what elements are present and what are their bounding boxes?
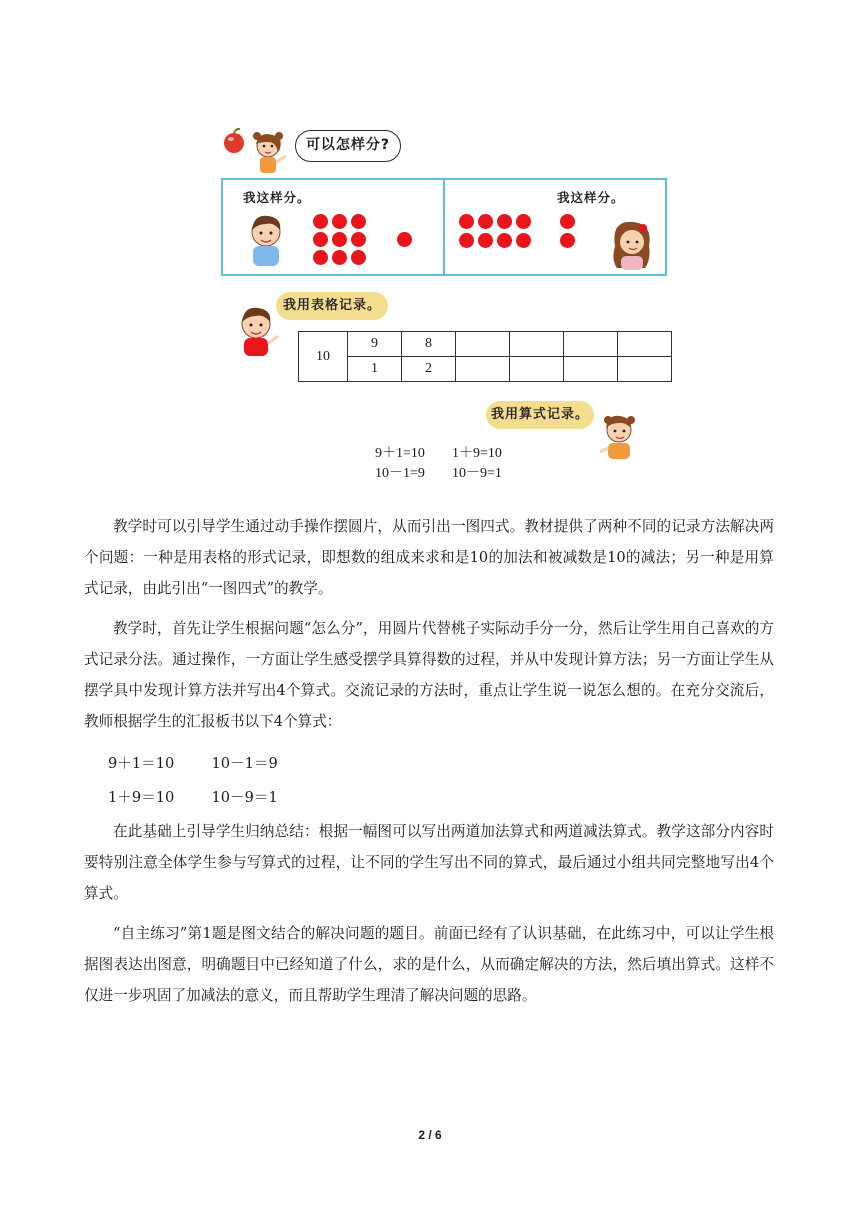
equation: 10－9=1 xyxy=(452,466,502,481)
table-bubble: 我用表格记录。 xyxy=(276,292,388,320)
dot xyxy=(313,232,328,247)
equation-line-1: 9＋1＝10 10－1＝9 xyxy=(108,755,278,772)
boy-pointing-illustration xyxy=(236,304,280,356)
equation-line-2: 1＋9＝10 10－9＝1 xyxy=(108,789,278,806)
table-cell: 2 xyxy=(402,357,456,382)
table-cell xyxy=(510,357,564,382)
equation: 1＋9=10 xyxy=(452,446,502,461)
girl-equation-illustration xyxy=(596,410,642,462)
dot xyxy=(560,214,575,229)
table-cell: 8 xyxy=(402,332,456,357)
question-bubble: 可以怎样分? xyxy=(295,130,401,162)
table-cell: 1 xyxy=(348,357,402,382)
table-cell: 9 xyxy=(348,332,402,357)
dot xyxy=(351,250,366,265)
dot xyxy=(351,232,366,247)
table-cell xyxy=(618,357,672,382)
table-cell xyxy=(456,357,510,382)
dot xyxy=(332,232,347,247)
dot xyxy=(497,214,512,229)
dot xyxy=(560,233,575,248)
panel-right-label: 我这样分。 xyxy=(557,190,625,205)
table-cell xyxy=(456,332,510,357)
dot xyxy=(313,250,328,265)
dot xyxy=(459,214,474,229)
dot xyxy=(478,214,493,229)
table-cell xyxy=(510,332,564,357)
dot xyxy=(497,233,512,248)
equation: 9＋1=10 xyxy=(375,446,425,461)
table-cell xyxy=(618,332,672,357)
paragraph-4: “自主练习”第1题是图文结合的解决问题的题目。前面已经有了认识基础，在此练习中，可以让学生根据图表达出图意，明确题目中已经知道了什么，求的是什么，从而确定解决的方法，然后填出算式。这样不仅进一步巩固了加减法的意义，而且帮助学生理清了解决问题的思路。 xyxy=(84,925,774,1004)
table-cell xyxy=(564,332,618,357)
paragraph-1: 教学时可以引导学生通过动手操作摆圆片，从而引出一图四式。教材提供了两种不同的记录方法解决两个问题：一种是用表格的形式记录，即想数的组成来求和是10的加法和被减数是10的减法；另一种是用算式记录，由此引出“一图四式”的教学。 xyxy=(84,518,774,597)
equation: 10－1=9 xyxy=(375,466,425,481)
panel-left-label: 我这样分。 xyxy=(243,190,311,205)
table-total-cell: 10 xyxy=(299,332,348,382)
panel-right xyxy=(443,178,667,276)
equation-bubble: 我用算式记录。 xyxy=(486,401,594,429)
record-table xyxy=(298,331,672,382)
paragraph-3: 在此基础上引导学生归纳总结：根据一幅图可以写出两道加法算式和两道减法算式。教学这部分内容时要特别注意全体学生参与写算式的过程，让不同的学生写出不同的算式，最后通过小组共同完整地写出4个算式。 xyxy=(84,823,774,902)
dot xyxy=(478,233,493,248)
dot xyxy=(332,214,347,229)
dot xyxy=(351,214,366,229)
apple-girl-illustration xyxy=(222,126,292,176)
dot xyxy=(397,232,412,247)
dot xyxy=(459,233,474,248)
dot xyxy=(516,214,531,229)
dot xyxy=(313,214,328,229)
paragraph-2: 教学时，首先让学生根据问题“怎么分”，用圆片代替桃子实际动手分一分，然后让学生用自己喜欢的方式记录分法。通过操作，一方面让学生感受摆学具算得数的过程，并从中发现计算方法；另一方面让学生从摆学具中发现计算方法并写出4个算式。交流记录的方法时，重点让学生说一说怎么想的。在充分交流后，教师根据学生的汇报板书以下4个算式： xyxy=(84,620,774,730)
dot xyxy=(332,250,347,265)
table-cell xyxy=(564,357,618,382)
girl-illustration xyxy=(609,218,655,270)
panel-left xyxy=(221,178,445,276)
boy-illustration xyxy=(245,212,287,266)
page-number: 2 / 6 xyxy=(418,1128,442,1142)
dot xyxy=(516,233,531,248)
